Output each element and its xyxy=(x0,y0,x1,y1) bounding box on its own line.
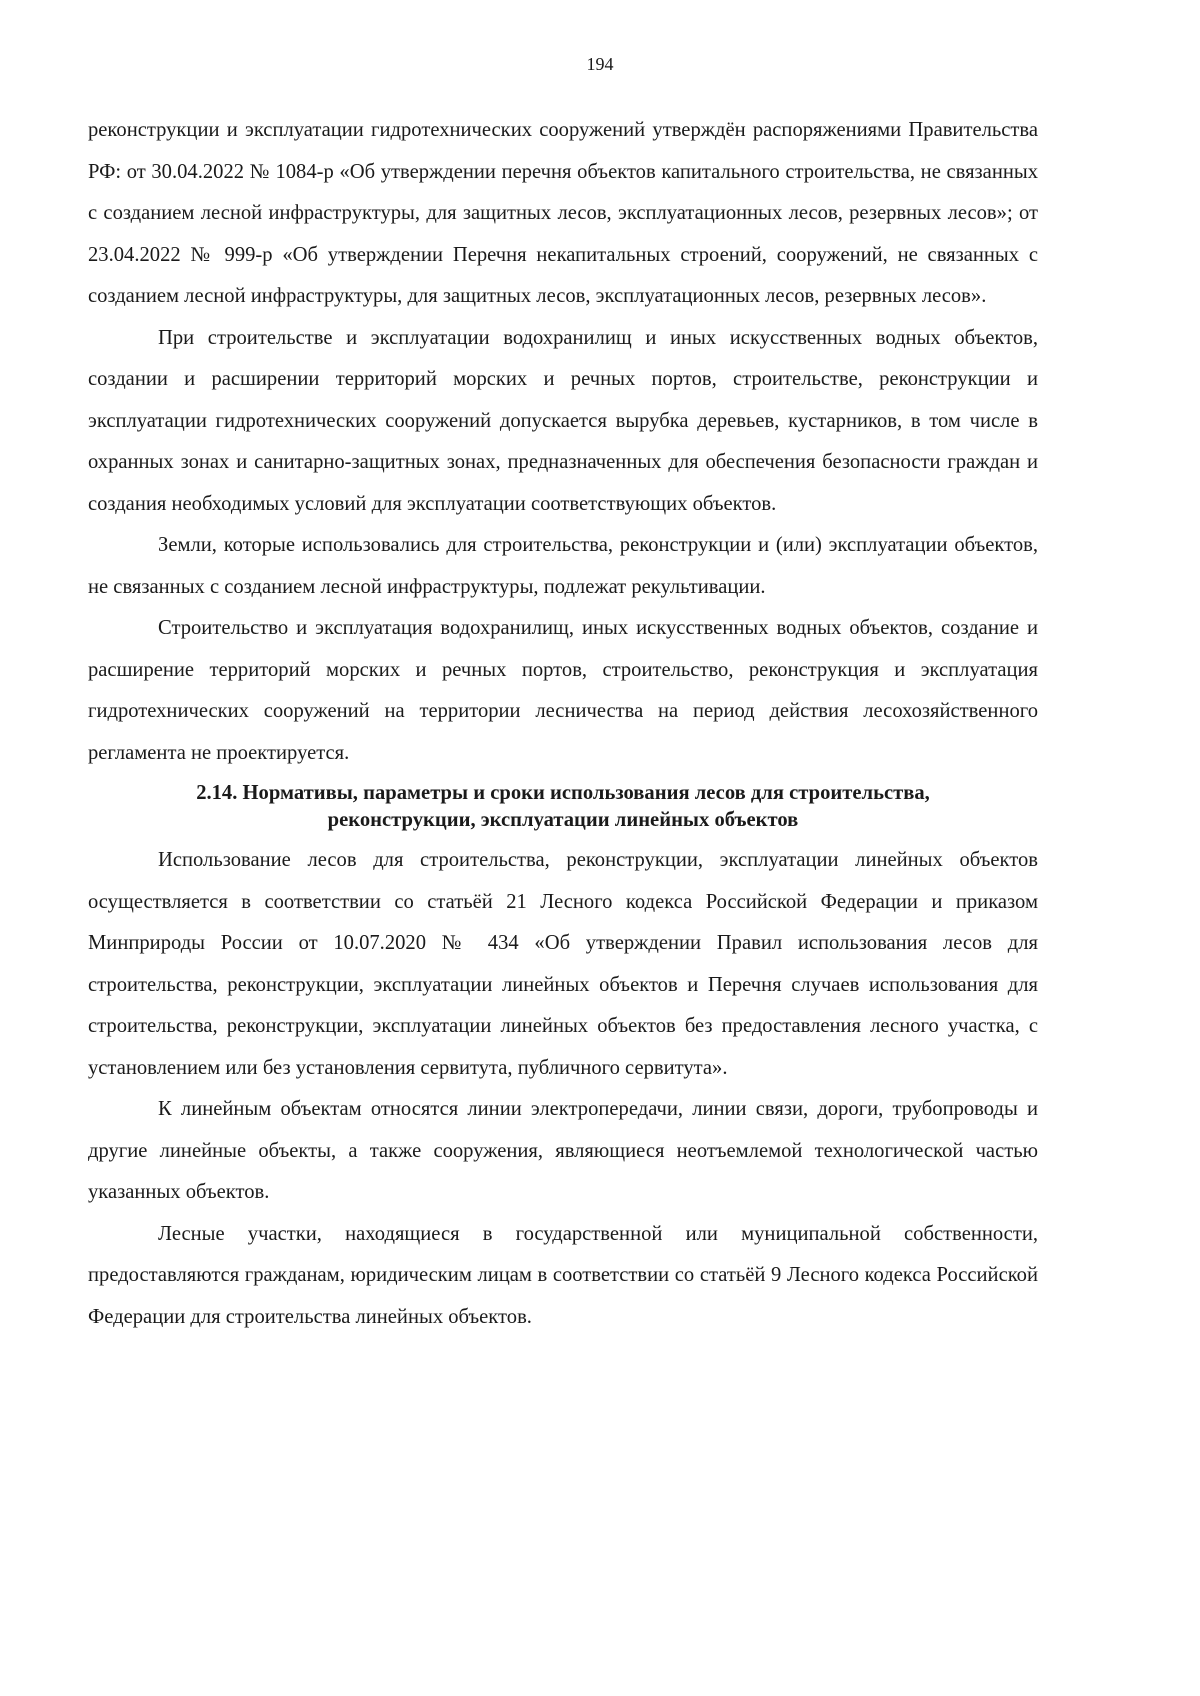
page-number: 194 xyxy=(586,54,614,74)
paragraph-continued: реконструкции и эксплуатации гидротехнических сооружений утверждён распоряжениями Правительства РФ: от 30.04.2022 № 1084-р «Об утверждении перечня объектов капитального строительства, не связанных с созданием лесной инфраструктуры, для защитных лесов, эксплуатационных лесов, резервных лесов»; от 23.04.2022 № 999-р «Об утверждении Перечня некапитальных строений, сооружений, не связанных с созданием лесной инфраструктуры, для защитных лесов, эксплуатационных лесов, резервных лесов». xyxy=(88,119,1038,307)
paragraph: Использование лесов для строительства, реконструкции, эксплуатации линейных объектов осуществляется в соответствии со статьёй 21 Лесного кодекса Российской Федерации и приказом Минприроды России от 10.07.2020 № 434 «Об утверждении Правил использования лесов для строительства, реконструкции, эксплуатации линейных объектов и Перечня случаев использования для строительства, реконструкции, эксплуатации линейных объектов без предоставления лесного участка, с установлением или без установления сервитута, публичного сервитута». xyxy=(88,849,1038,1079)
section-heading xyxy=(88,780,1038,834)
paragraph: Строительство и эксплуатация водохранилищ, иных искусственных водных объектов, создание и расширение территорий морских и речных портов, строительство, реконструкция и эксплуатация гидротехнических сооружений на территории лесничества на период действия лесохозяйственного регламента не проектируется. xyxy=(88,617,1038,764)
paragraph: Земли, которые использовались для строительства, реконструкции и (или) эксплуатации объектов, не связанных с созданием лесной инфраструктуры, подлежат рекультивации. xyxy=(88,534,1038,598)
paragraph: Лесные участки, находящиеся в государственной или муниципальной собственности, предоставляются гражданам, юридическим лицам в соответствии со статьёй 9 Лесного кодекса Российской Федерации для строительства линейных объектов. xyxy=(88,1222,1038,1328)
paragraph: К линейным объектам относятся линии электропередачи, линии связи, дороги, трубопроводы и другие линейные объекты, а также сооружения, являющиеся неотъемлемой технологической частью указанных объектов. xyxy=(88,1098,1038,1203)
section-heading-line1: 2.14. Нормативы, параметры и сроки использования лесов для строительства, xyxy=(196,782,930,804)
document-body xyxy=(88,110,1038,1338)
section-heading-line2: реконструкции, эксплуатации линейных объектов xyxy=(327,809,799,831)
paragraph: При строительстве и эксплуатации водохранилищ и иных искусственных водных объектов, создании и расширении территорий морских и речных портов, строительстве, реконструкции и эксплуатации гидротехнических сооружений допускается вырубка деревьев, кустарников, в том числе в охранных зонах и санитарно-защитных зонах, предназначенных для обеспечения безопасности граждан и создания необходимых условий для эксплуатации соответствующих объектов. xyxy=(88,326,1038,515)
